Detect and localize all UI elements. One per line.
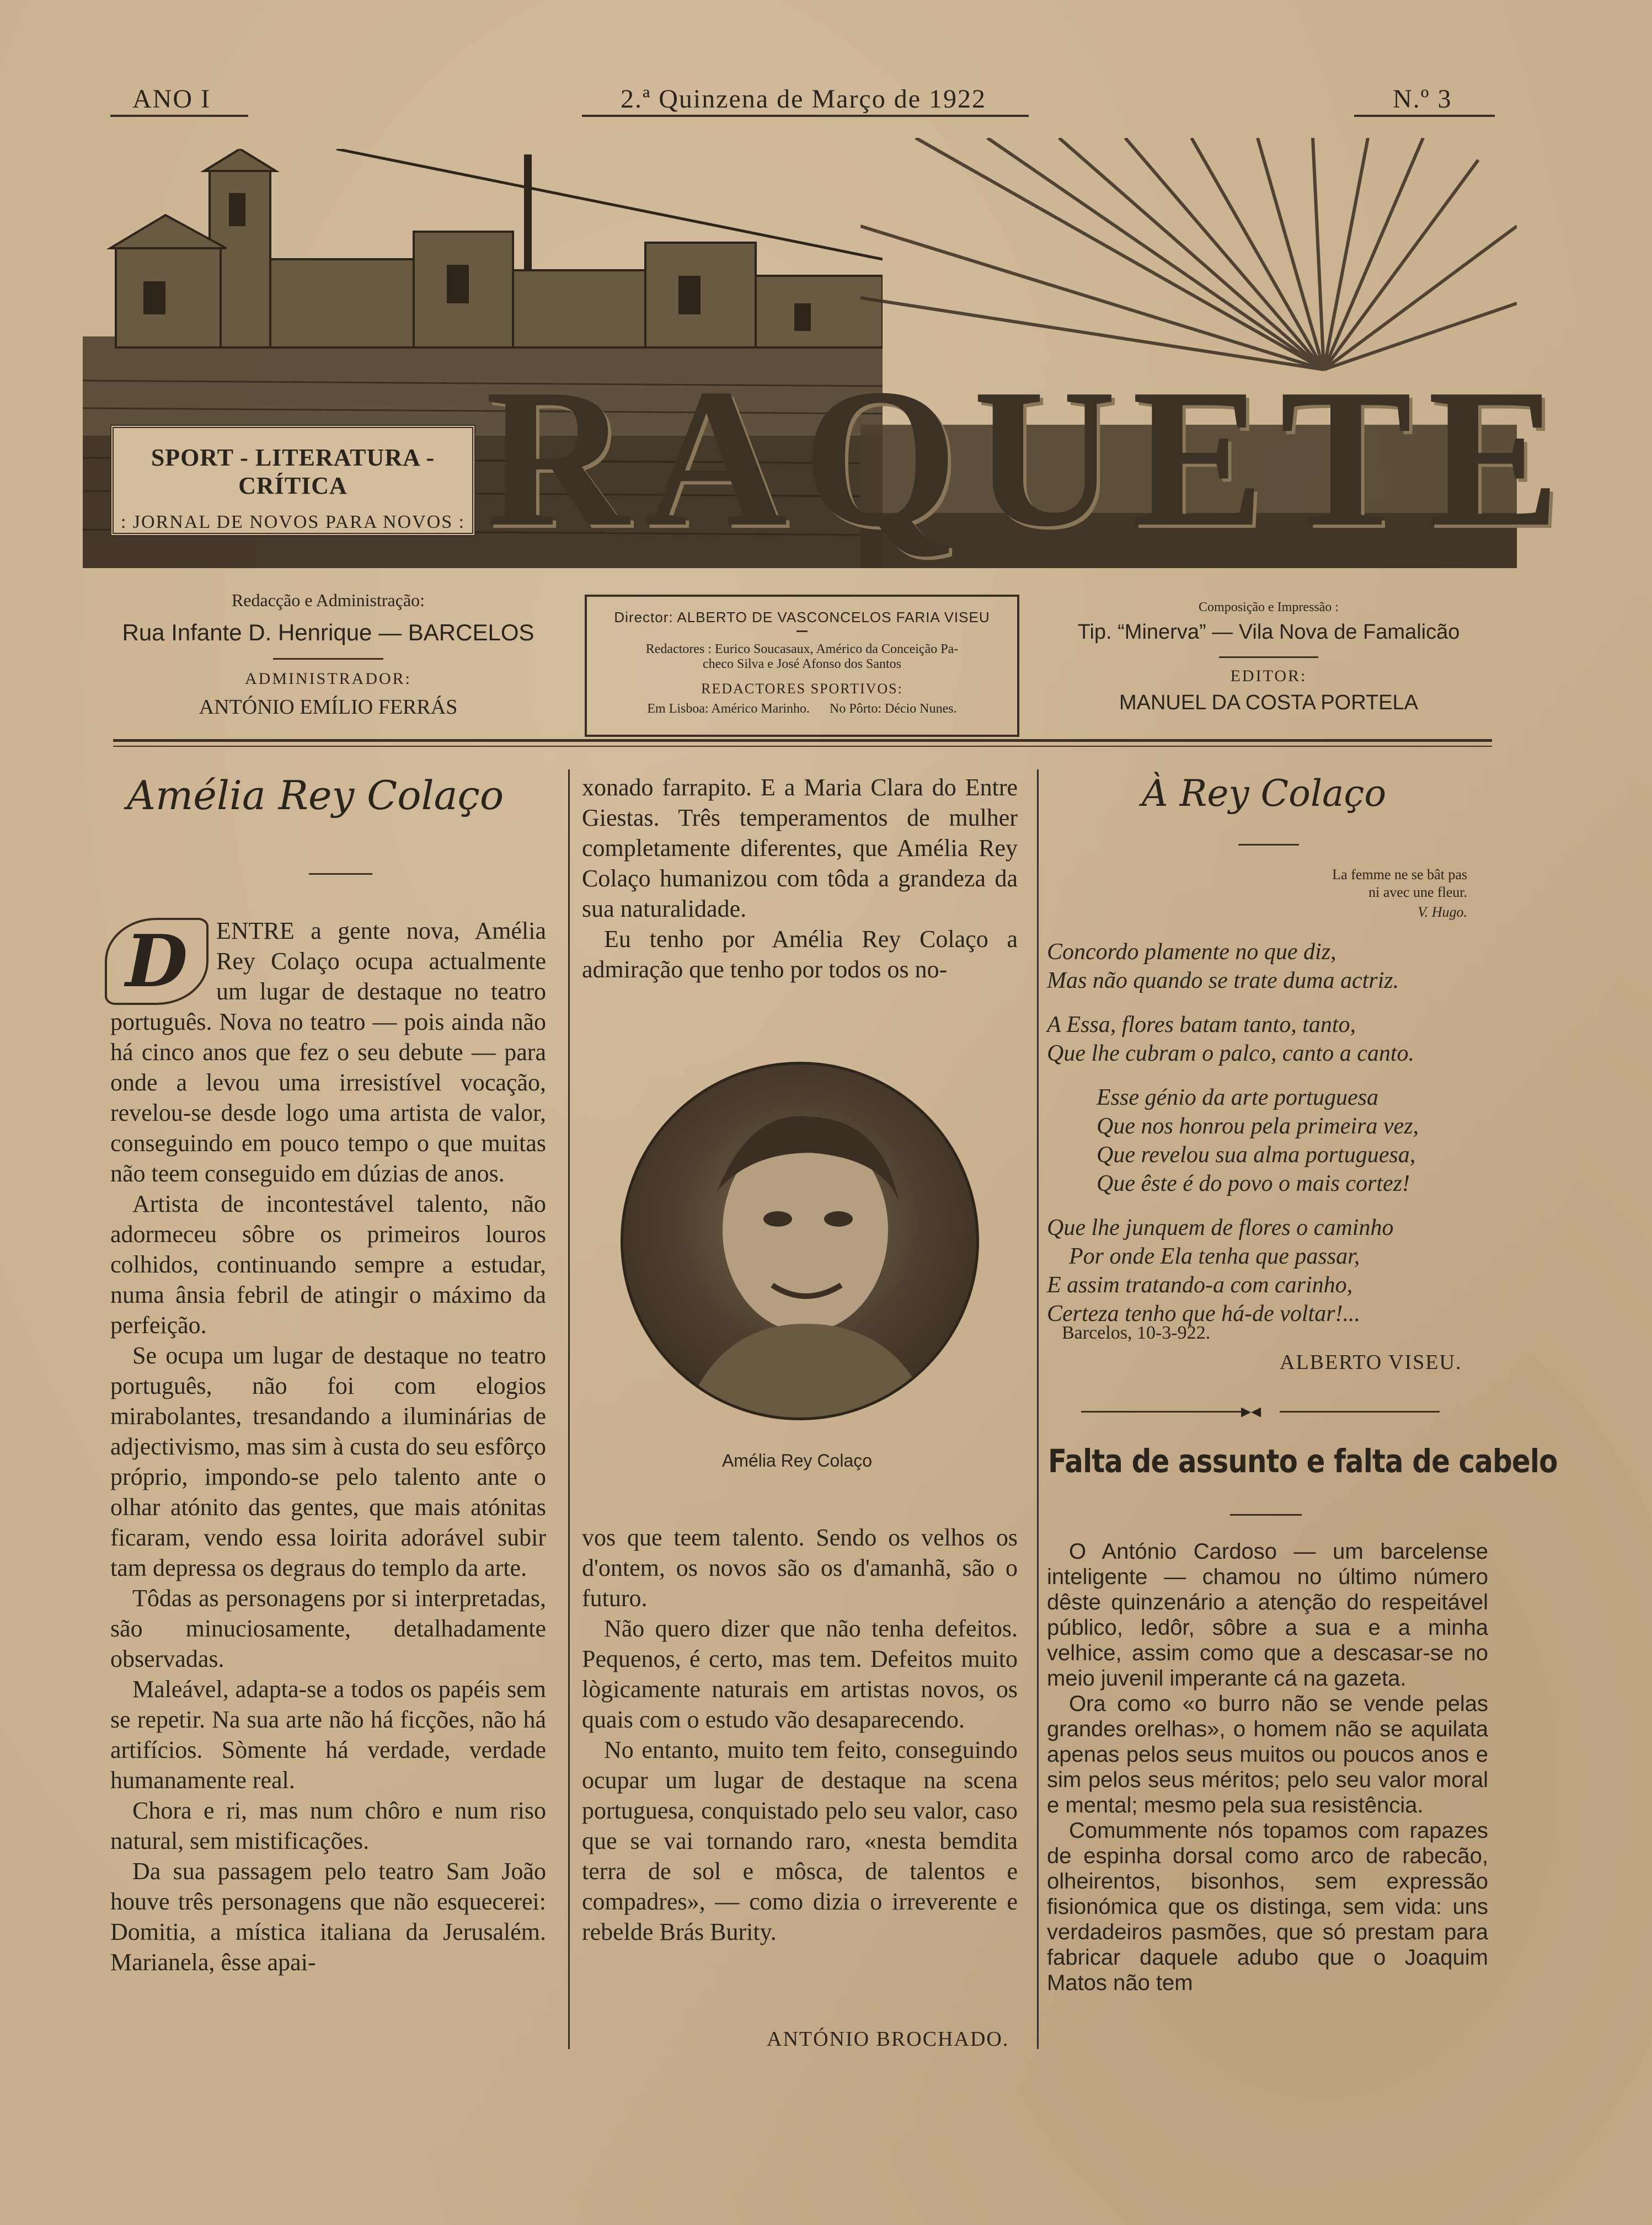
epigraph-line: La femme ne se bât pas	[1332, 867, 1467, 882]
editor-label: EDITOR:	[1230, 667, 1307, 685]
article1-paragraph: Se ocupa um lugar de destaque no teatro português, não foi com elogios mirabolantes, tresandando a iluminárias de adjectivismo, mas sim à custa do seu esfôrço próprio, impondo-se pelo talento ante o olhar atónito das gentes, que mais atónitas ficaram, vendo essa loirita adorável subir tam depressa os degraus do templo da arte.	[110, 1342, 546, 1581]
header-bottom-rule	[113, 739, 1492, 742]
dropcap-letter: D	[125, 919, 188, 1003]
redactors-line-1: Redactores : Eurico Soucasaux, Américo da Conceição Pa-	[645, 642, 959, 656]
poem-title-divider	[1238, 844, 1299, 846]
admin-center-box	[585, 595, 1019, 737]
poem-line: Certeza tenho que há-de voltar!...	[1047, 1301, 1361, 1327]
article1-title: Amélia Rey Colaço	[127, 772, 504, 819]
issue-date: 2.ª Quinzena de Março de 1922	[621, 84, 987, 114]
number-underline	[1354, 115, 1495, 117]
portrait-caption: Amélia Rey Colaço	[721, 1451, 873, 1470]
admin-divider	[273, 658, 383, 660]
editor-divider	[1219, 656, 1318, 658]
redactors-line-2: checo Silva e José Afonso dos Santos	[703, 657, 901, 671]
redaction-address: Rua Infante D. Henrique — BARCELOS	[122, 619, 534, 645]
director-underline	[796, 630, 808, 632]
poem-line: Concordo plamente no que diz,	[1047, 939, 1336, 965]
year-label: ANO I	[132, 84, 211, 114]
year-underline	[110, 115, 248, 117]
epigraph-author: V. Hugo.	[1418, 904, 1467, 920]
poem-line: Que nos honrou pela primeira vez,	[1097, 1114, 1419, 1139]
article1-paragraph: xonado farrapito. E a Maria Clara do Entre Giestas. Três temperamentos de mulher completamente diferentes, que Amélia Rey Colaço humanizou com tôda a grandeza da sua naturalidade.	[582, 774, 1018, 922]
article2-paragraph: Ora como «o burro não se vende pelas grandes orelhas», o homem não se aquilata apenas pelos seus muitos ou poucos anos e sim pelos seus méritos; pelo seu valor moral e mental; mesmo pela sua resistência.	[1047, 1692, 1488, 1817]
poem-line: Que lhe cubram o palco, canto a canto.	[1047, 1041, 1415, 1066]
dropcap-ornament	[105, 918, 208, 1005]
ornament-divider-icon: ▸◂	[1241, 1400, 1261, 1422]
poem-line: Que êste é do povo o mais cortez!	[1097, 1171, 1410, 1196]
article2-body	[1047, 1539, 1488, 1996]
article2-paragraph: Comummente nós topamos com rapazes de espinha dorsal como arco de rabecão, olheirentos, bisonhos, sem expressão fisionómica que os distinga, sem vida: uns verdadeiros pasmões, que só prestam para fabricar daquele adubo que o Joaquim Matos não tem	[1047, 1818, 1488, 1995]
poem-body	[1047, 938, 1488, 1328]
article1-column-2-top	[582, 772, 1018, 985]
printing-shop: Tip. “Minerva” — Vila Nova de Famalicão	[1077, 621, 1460, 644]
sport-redactors-label: REDACTORES SPORTIVOS:	[701, 681, 903, 697]
article1-column-1	[110, 916, 546, 1977]
article1-paragraph: Eu tenho por Amélia Rey Colaço a admiração que tenho por todos os no-	[582, 926, 1018, 983]
ornament-line-left	[1081, 1411, 1241, 1413]
poem-place-date: Barcelos, 10-3-922.	[1062, 1323, 1211, 1343]
article2-paragraph: O António Cardoso — um barcelense inteligente — chamou no último número dêste quinzenário a atenção do respeitável público, ledôr, sôbre a sua e a minha velhice, assim como que a descasar-se no meio juvenil imperante cá na gazeta.	[1047, 1539, 1488, 1691]
article1-paragraph: Não quero dizer que não tenha defeitos. Pequenos, é certo, mas tem. Defeitos muito lògicamente naturais em artistas novos, os quais com o estudo vão desaparecendo.	[582, 1615, 1018, 1733]
masthead-title: RAQUETE	[485, 347, 1576, 568]
poem-line: E assim tratando-a com carinho,	[1047, 1272, 1353, 1298]
printing-label: Composição e Impressão :	[1199, 600, 1339, 614]
poem-stanza-gap	[1047, 995, 1488, 1010]
admin-right-block	[1037, 600, 1500, 715]
issue-number: N.º 3	[1393, 84, 1452, 114]
article1-paragraph: Maleável, adapta-se a todos os papéis sem se repetir. Na sua arte não há ficções, não há artifícios. Sòmente há verdade, verdade humanamente real.	[110, 1676, 546, 1794]
poem-author: ALBERTO VISEU.	[1280, 1351, 1462, 1374]
article1-paragraph: Artista de incontestável talento, não adormeceu sôbre os primeiros louros colhidos, continuando sempre a estudar, numa ânsia febril de atingir o máximo da perfeição.	[110, 1190, 546, 1339]
redaction-label: Redacção e Administração:	[231, 590, 425, 610]
director-line: Director: ALBERTO DE VASCONCELOS FARIA VISEU	[614, 609, 990, 625]
masthead-subtitle-box	[110, 425, 475, 536]
poem-stanza-gap	[1047, 1068, 1488, 1083]
poem-line: Esse génio da arte portuguesa	[1097, 1085, 1378, 1110]
article2-title-divider	[1230, 1514, 1302, 1516]
masthead-tagline: : JORNAL DE NOVOS PARA NOVOS :	[120, 512, 466, 532]
sport-redactors-names: Em Lisboa: Américo Marinho. No Pôrto: Décio Nunes.	[647, 702, 957, 716]
poem-line: Mas não quando se trate duma actriz.	[1047, 968, 1399, 993]
poem-line: A Essa, flores batam tanto, tanto,	[1047, 1012, 1356, 1037]
column-separator-2	[1037, 769, 1039, 2049]
ornament-line-right	[1280, 1411, 1440, 1413]
article1-paragraph: Da sua passagem pelo teatro Sam João houve três personagens que não esquecerei: Domitia, a mística italiana da Jerusalém. Marianela, êsse apai-	[110, 1858, 546, 1976]
poem-line: Que lhe junquem de flores o caminho	[1047, 1215, 1394, 1240]
poem-stanza-gap	[1047, 1198, 1488, 1213]
portrait-photo	[621, 1062, 979, 1420]
masthead-subtitle: SPORT - LITERATURA - CRÍTICA	[151, 444, 435, 499]
poem-line: Que revelou sua alma portuguesa,	[1097, 1142, 1416, 1168]
admin-left-block	[94, 590, 563, 719]
date-underline	[582, 115, 1029, 117]
article1-paragraph: ENTRE a gente nova, Amélia Rey Colaço ocupa actualmente um lugar de destaque no teatro português. Nova no teatro — pois ainda não há cinco anos que fez o seu debute — para onde a levou uma irresistível vocação, revelou-se desde logo uma artista de valor, conseguindo em pouco tempo o que muitas não teem conseguido em dúzias de anos.	[110, 917, 546, 1187]
epigraph-line: ni avec une fleur.	[1368, 884, 1467, 900]
poem-line: Por onde Ela tenha que passar,	[1069, 1244, 1360, 1269]
administrator-name: ANTÓNIO EMÍLIO FERRÁS	[199, 696, 458, 719]
column-separator-1	[568, 769, 570, 2049]
article1-title-divider	[309, 873, 372, 875]
portrait-figure	[623, 1065, 976, 1418]
article1-paragraph: vos que teem talento. Sendo os velhos os d'ontem, os novos são os d'amanhã, são o futuro.	[582, 1524, 1018, 1612]
article1-paragraph: Tôdas as personagens por si interpretadas, são minuciosamente, detalhadamente observadas.	[110, 1585, 546, 1672]
article2-title: Falta de assunto e falta de cabelo	[1048, 1442, 1558, 1480]
article1-column-2-bottom	[582, 1522, 1018, 1947]
article1-paragraph: Chora e ri, mas num chôro e num riso natural, sem mistificações.	[110, 1797, 546, 1854]
administrator-label: ADMINISTRADOR:	[244, 670, 411, 688]
article1-paragraph: No entanto, muito tem feito, conseguindo ocupar um lugar de destaque na scena portuguesa, conquistado pelo seu valor, caso que se vai tornando raro, «nesta bemdita terra de sol e môsca, de talentos e compadres», — como dizia o irreverente e rebelde Brás Burity.	[582, 1736, 1018, 1945]
poem-title: À Rey Colaço	[1142, 772, 1387, 815]
poem-epigraph	[1236, 866, 1467, 921]
article1-signature: ANTÓNIO BROCHADO.	[767, 2028, 1009, 2051]
header-bottom-rule-2	[113, 746, 1492, 747]
editor-name: MANUEL DA COSTA PORTELA	[1119, 691, 1418, 714]
